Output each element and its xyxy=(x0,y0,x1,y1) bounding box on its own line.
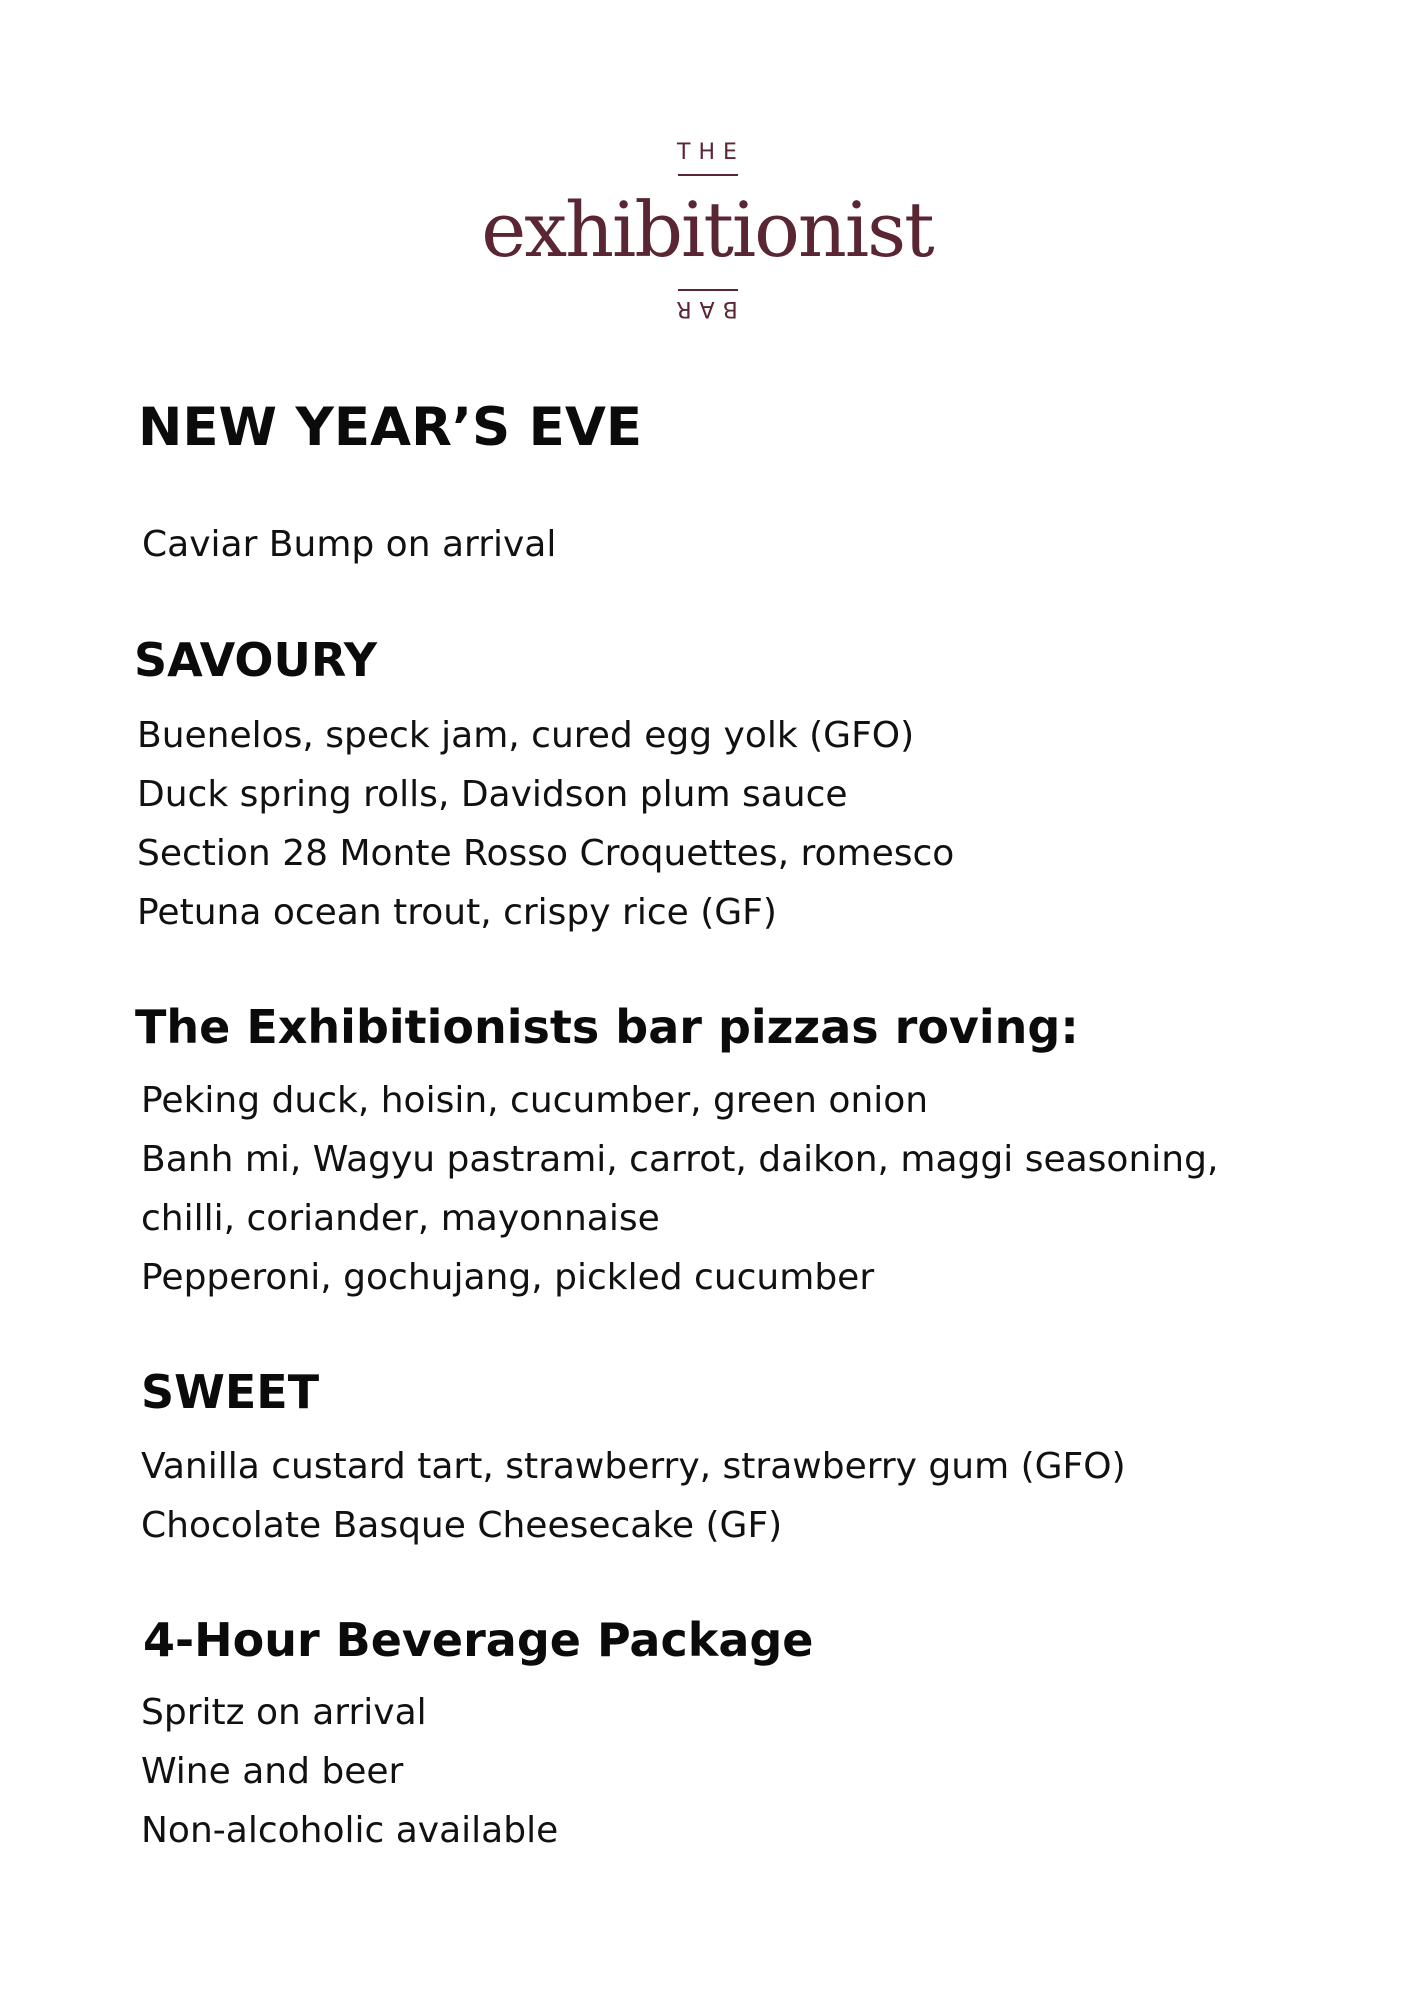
savoury-item: Buenelos, speck jam, cured egg yolk (GFO) xyxy=(137,715,915,756)
pizza-item: chilli, coriander, mayonnaise xyxy=(141,1198,660,1239)
sweet-item: Chocolate Basque Cheesecake (GF) xyxy=(141,1505,783,1546)
savoury-heading: SAVOURY xyxy=(134,633,378,687)
pizza-heading: The Exhibitionists bar pizzas roving: xyxy=(135,1000,1079,1054)
logo-bar-text: BAR xyxy=(668,296,738,321)
logo-the-text: THE xyxy=(677,140,745,165)
savoury-item: Duck spring rolls, Davidson plum sauce xyxy=(137,774,848,815)
beverage-item: Spritz on arrival xyxy=(141,1692,427,1733)
pizza-item: Pepperoni, gochujang, pickled cucumber xyxy=(141,1257,875,1298)
pizza-item: Peking duck, hoisin, cucumber, green onion xyxy=(141,1080,929,1121)
savoury-list xyxy=(137,706,954,942)
beverage-heading: 4-Hour Beverage Package xyxy=(143,1613,814,1667)
pizza-list xyxy=(141,1071,1218,1307)
sweet-item: Vanilla custard tart, strawberry, strawberry gum (GFO) xyxy=(141,1446,1126,1487)
sweet-heading: SWEET xyxy=(141,1365,320,1419)
bar-logo xyxy=(0,134,1414,334)
beverage-item: Non-alcoholic available xyxy=(141,1810,559,1851)
menu-title: NEW YEAR’S EVE xyxy=(138,397,643,458)
logo-top-rule xyxy=(678,174,738,176)
intro-line: Caviar Bump on arrival xyxy=(142,524,557,565)
savoury-item: Section 28 Monte Rosso Croquettes, romesco xyxy=(137,833,955,874)
sweet-list xyxy=(141,1437,1126,1555)
logo-wordmark: exhibitionist xyxy=(481,185,933,274)
beverage-list xyxy=(141,1683,558,1860)
savoury-item: Petuna ocean trout, crispy rice (GF) xyxy=(137,892,777,933)
beverage-item: Wine and beer xyxy=(141,1751,404,1792)
logo-bottom-rule xyxy=(678,289,738,291)
pizza-item: Banh mi, Wagyu pastrami, carrot, daikon, maggi seasoning, xyxy=(141,1139,1219,1180)
